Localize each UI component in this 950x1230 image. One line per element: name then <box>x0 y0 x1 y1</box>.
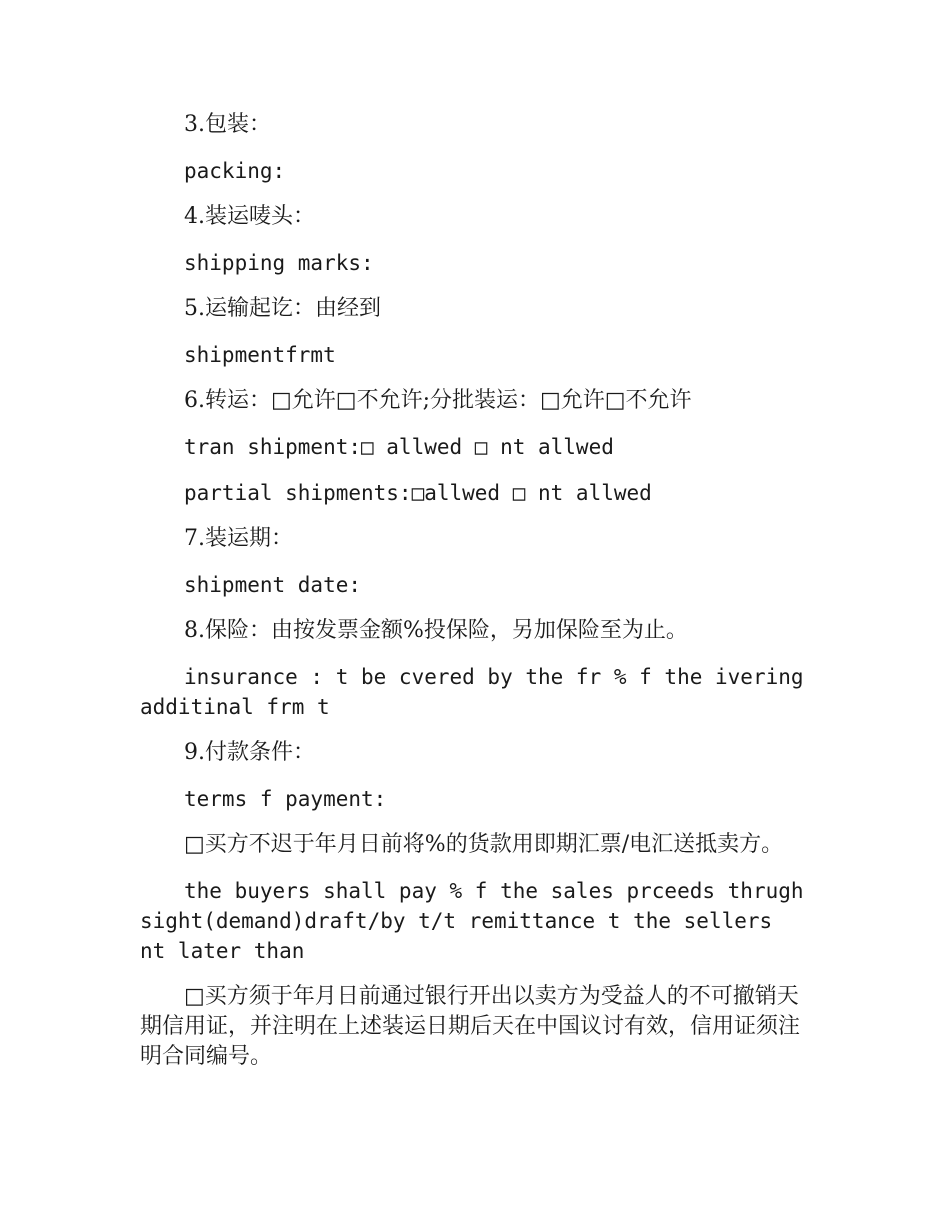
clause-6-transshipment-en: tran shipment:□ allwed □ nt allwed <box>184 435 614 459</box>
clause-4-marks-en: shipping marks: <box>184 251 374 275</box>
payment-option-letter-of-credit-cn: □买方须于年月日前通过银行开出以卖方为受益人的不可撤销天期信用证，并注明在上述装运日期后天在中国议讨有效，信用证须注明合同编号。 <box>140 984 801 1069</box>
clause-7-shipment-date-en: shipment date: <box>184 573 362 597</box>
clause-8-insurance-cn: 8.保险：由按发票金额%投保险，另加保险至为止。 <box>184 618 688 643</box>
clause-4-marks-cn: 4.装运唛头： <box>184 204 315 229</box>
clause-8-insurance-en: insurance : t be cvered by the fr % f the ivering additinal frm t <box>140 665 817 719</box>
clause-5-transport-cn: 5.运输起讫：由经到 <box>184 296 381 321</box>
clause-6-transshipment-cn: 6.转运：□允许□不允许;分批装运：□允许□不允许 <box>184 388 692 413</box>
payment-option-remittance-cn: □买方不迟于年月日前将%的货款用即期汇票/电汇送抵卖方。 <box>184 832 784 857</box>
payment-option-remittance-en: the buyers shall pay % f the sales prceeds thrugh sight(demand)draft/by t/t remittance t the sellers nt later than <box>140 879 817 963</box>
clause-3-packing-cn: 3.包装： <box>184 112 271 137</box>
clause-7-shipment-date-cn: 7.装运期： <box>184 526 293 551</box>
clause-3-packing-en: packing: <box>184 159 286 183</box>
clause-9-payment-en: terms f payment: <box>184 787 387 811</box>
clause-5-transport-en: shipmentfrmt <box>184 343 336 367</box>
clause-6-partial-shipments-en: partial shipments:□allwed □ nt allwed <box>184 481 652 505</box>
clause-9-payment-cn: 9.付款条件： <box>184 740 315 765</box>
